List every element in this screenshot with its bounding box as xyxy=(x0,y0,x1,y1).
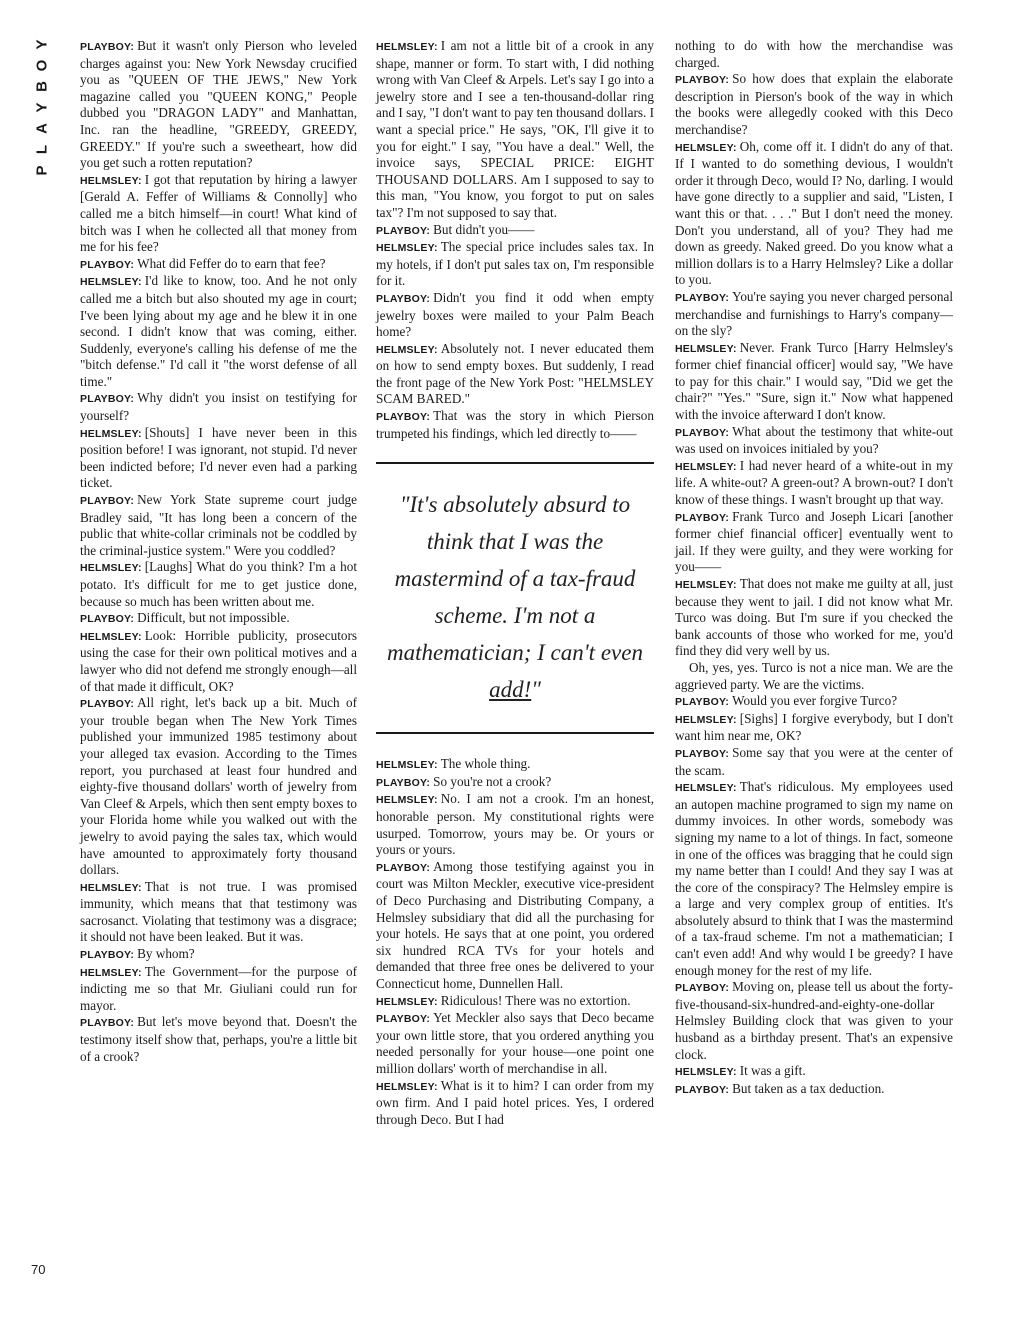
interview-paragraph xyxy=(80,695,357,879)
speaker-label: PLAYBOY: xyxy=(80,41,135,53)
interview-paragraph xyxy=(80,390,357,424)
paragraph-text: So you're not a crook? xyxy=(433,773,552,789)
speaker-label: HELMSLEY: xyxy=(675,713,737,726)
interview-paragraph xyxy=(376,859,654,993)
magazine-label-letter: A xyxy=(33,123,51,134)
paragraph-text: That does not make me guilty at all, just because they went to jail. I did not know what Mr. Turco was doing. But I'm sure if you checked the bank accounts of those who worked for me, you'd find they did very well by us. xyxy=(675,576,953,659)
paragraph-text: All right, let's back up a bit. Much of your trouble began when The New York Times published your immunized 1985 testimony about your alleged tax evasion. According to the Times report, you purchased at least four hundred and eighty-five thousand dollars' worth of jewelry from Van Cleef & Arpels, which then sent empty boxes to your Florida home while you walked out with the jewelry to avoid paying the sales tax, which would have amounted to approximately forty thousand dollars. xyxy=(80,695,357,878)
interview-paragraph xyxy=(80,559,357,610)
interview-paragraph xyxy=(675,693,953,711)
paragraph-text: What is it to him? I can order from my own firm. And I paid hotel prices. Yes, I ordered through Deco. But I had xyxy=(376,1077,654,1127)
interview-paragraph xyxy=(675,340,953,424)
speaker-label: HELMSLEY: xyxy=(80,174,142,187)
speaker-label: PLAYBOY: xyxy=(376,292,431,305)
paragraph-text: Why didn't you insist on testifying for yourself? xyxy=(80,390,357,424)
interview-paragraph xyxy=(80,610,357,628)
column-2-bottom xyxy=(376,756,654,1128)
interview-paragraph xyxy=(376,993,654,1011)
interview-paragraph xyxy=(80,964,357,1015)
speaker-label: PLAYBOY: xyxy=(80,495,135,508)
paragraph-text: nothing to do with how the merchandise was charged. xyxy=(675,38,953,70)
paragraph-text: But let's move beyond that. Doesn't the testimony itself show that, perhaps, you're a little bit of a crook? xyxy=(80,1014,357,1064)
paragraph-text: That's ridiculous. My employees used an autopen machine programed to sign my name on dummy invoices. In other words, somebody was signing my name to a lot of things. In fact, someone in one of the offices was bragging that he could sign my name better than I could! And they say I was at the core of the conspiracy? The Helmsley empire is a large and very complex group of entities. It's absolutely absurd to think that I was the mastermind of a tax-fraud scheme. I'm not a mathematician; I can't even add! And why would I be greedy? I have enough money for the rest of my life. xyxy=(675,779,953,978)
interview-paragraph xyxy=(376,38,654,222)
paragraph-text: What did Feffer do to earn that fee? xyxy=(137,255,326,271)
speaker-label: HELMSLEY: xyxy=(376,794,438,807)
speaker-label: PLAYBOY: xyxy=(675,426,730,439)
paragraph-text: Never. Frank Turco [Harry Helmsley's former chief financial officer] would say, "We have to pay for this chair." I would say, "Did we get the chair?" "Yes." "Sure, sign it." Now what happened with the invoice afterward I don't know. xyxy=(675,339,953,423)
interview-paragraph xyxy=(80,172,357,256)
interview-paragraph xyxy=(675,509,953,576)
magazine-label-letter: L xyxy=(33,144,51,155)
speaker-label: HELMSLEY: xyxy=(80,966,142,979)
paragraph-text: Would you ever forgive Turco? xyxy=(732,693,898,709)
speaker-label: PLAYBOY: xyxy=(675,1083,730,1096)
interview-paragraph xyxy=(376,791,654,858)
speaker-label: HELMSLEY: xyxy=(80,881,142,894)
column-2 xyxy=(376,38,654,1128)
paragraph-text: But didn't you—— xyxy=(433,221,535,237)
interview-paragraph xyxy=(675,289,953,340)
paragraph-text: By whom? xyxy=(137,946,195,962)
column-1 xyxy=(80,38,357,1065)
magazine-label-letter: O xyxy=(33,59,51,72)
speaker-label: HELMSLEY: xyxy=(376,759,438,772)
speaker-label: PLAYBOY: xyxy=(376,1013,431,1026)
pull-quote-close: " xyxy=(531,677,541,703)
paragraph-text: I had never heard of a white-out in my life. A white-out? A green-out? A brown-out? I don't know of these things. I wasn't brought up that way. xyxy=(675,457,953,508)
speaker-label: HELMSLEY: xyxy=(376,1080,438,1093)
speaker-label: PLAYBOY: xyxy=(376,411,431,424)
interview-paragraph xyxy=(80,256,357,274)
paragraph-text: [Shouts] I have never been in this position before! I was ignorant, not stupid. I'd never been indicted before; I'd never even had a parking ticket. xyxy=(80,424,357,491)
speaker-label: HELMSLEY: xyxy=(80,630,142,643)
interview-paragraph xyxy=(80,879,357,946)
paragraph-text: I got that reputation by hiring a lawyer [Gerald A. Feffer of Williams & Connolly] who called me a bitch himself—in court! What kind of bitch was I when he collected all that money from me for his fee? xyxy=(80,171,357,255)
paragraph-text: I'd like to know, too. And he not only called me a bitch but also shouted my age in court; I've been lying about my age and he blew it in one second. I didn't know that was coming, either. Suddenly, everyone's calling his defense of me the "bitch defense." I'd call it "the worst defense of all time." xyxy=(80,273,357,389)
paragraph-text: Absolutely not. I never educated them on how to send empty boxes. But suddenly, I read the front page of the New York Post: "HELMSLEY SCAM BARED." xyxy=(376,340,654,407)
interview-paragraph xyxy=(376,756,654,774)
speaker-label: HELMSLEY: xyxy=(675,342,737,355)
interview-paragraph xyxy=(376,222,654,240)
interview-paragraph xyxy=(80,946,357,964)
interview-paragraph xyxy=(675,745,953,779)
speaker-label: HELMSLEY: xyxy=(675,782,737,795)
interview-paragraph xyxy=(675,779,953,979)
interview-paragraph xyxy=(80,425,357,492)
interview-paragraph xyxy=(376,1010,654,1077)
interview-paragraph xyxy=(376,239,654,290)
speaker-label: HELMSLEY: xyxy=(376,995,438,1008)
paragraph-text: You're saying you never charged personal merchandise and furnishings to Harry's company—on the sly? xyxy=(675,288,953,339)
paragraph-text: Difficult, but not impossible. xyxy=(137,610,290,626)
interview-paragraph xyxy=(675,576,953,660)
paragraph-text: Frank Turco and Joseph Licari [another former chief financial officer] eventually went to jail. If they were guilty, and they were working for you—— xyxy=(675,508,953,575)
paragraph-text: The special price includes sales tax. In my hotels, if I don't put sales tax on, I'm responsible for it. xyxy=(376,239,654,289)
pull-quote-text: "It's absolutely absurd to think that I was the mastermind of a tax-fraud scheme. I'm not a mathematician; I can't even xyxy=(387,492,643,666)
interview-paragraph xyxy=(675,424,953,458)
magazine-label-letter: Y xyxy=(33,39,51,50)
interview-paragraph xyxy=(376,408,654,442)
paragraph-text: Moving on, please tell us about the forty-five-thousand-six-hundred-and-eighty-one-dollar Helmsley Building clock that was given to your husband as a birthday present. That's an expensive clock. xyxy=(675,979,953,1062)
speaker-label: PLAYBOY: xyxy=(80,949,135,962)
paragraph-text: Oh, yes, yes. Turco is not a nice man. We are the aggrieved party. We are the victims. xyxy=(675,659,953,692)
paragraph-text: Some say that you were at the center of the scam. xyxy=(675,744,953,778)
paragraph-text: That is not true. I was promised immunity, which means that that testimony was sacrosanct. Violating that testimony was a disgrace; it should not have been leaked. But it was. xyxy=(80,878,357,945)
speaker-label: PLAYBOY: xyxy=(376,776,431,789)
paragraph-text: New York State supreme court judge Bradley said, "It has long been a concern of the public that white-collar criminals not be coddled by the criminal-justice system." Were you coddled? xyxy=(80,492,357,558)
interview-paragraph xyxy=(675,139,953,289)
interview-paragraph xyxy=(80,492,357,559)
paragraph-text: That was the story in which Pierson trumpeted his findings, which led directly to—— xyxy=(376,408,654,441)
paragraph-text: Yet Meckler also says that Deco became your own little store, that you ordered anything you needed personally for your house—one point one million dollars' worth of merchandise in all. xyxy=(376,1010,654,1076)
magazine-label-letter: B xyxy=(33,81,51,92)
speaker-label: HELMSLEY: xyxy=(675,141,737,154)
speaker-label: PLAYBOY: xyxy=(80,393,135,406)
speaker-label: PLAYBOY: xyxy=(376,224,431,237)
speaker-label: PLAYBOY: xyxy=(675,74,730,87)
interview-paragraph xyxy=(675,660,953,693)
paragraph-text: Look: Horrible publicity, prosecutors using the case for their own political motives and a lawyer who did not defend me strongly enough—all of that made it difficult, OK? xyxy=(80,627,357,694)
speaker-label: HELMSLEY: xyxy=(675,1066,737,1079)
speaker-label: PLAYBOY: xyxy=(675,982,730,995)
paragraph-text: Among those testifying against you in court was Milton Meckler, executive vice-president of Deco Purchasing and Distributing Company, a Helmsley subsidiary that did all the purchasing for your hotels. He says that at one point, you ordered six hundred RCA TVs for your hotels and demanded that three free ones be delivered to your Connecticut home, Dunnellen Hall. xyxy=(376,858,654,991)
speaker-label: PLAYBOY: xyxy=(80,698,135,711)
pull-quote xyxy=(376,462,654,734)
paragraph-text: But it wasn't only Pierson who leveled charges against you: New York Newsday crucified you as "QUEEN OF THE JEWS," New York magazine called you "QUEEN KONG," People dubbed you "DRAGON LADY" and Manhattan, Inc. ran the headline, "GREEDY, GREEDY, GREEDY." If you're such a sweetheart, how did you get such a rotten reputation? xyxy=(80,38,357,171)
interview-paragraph xyxy=(675,1063,953,1081)
speaker-label: HELMSLEY: xyxy=(376,41,438,53)
interview-paragraph xyxy=(376,341,654,408)
interview-paragraph xyxy=(376,1078,654,1129)
paragraph-text: It was a gift. xyxy=(739,1063,806,1079)
column-3 xyxy=(675,38,953,1098)
interview-paragraph xyxy=(80,628,357,695)
magazine-label-letter: Y xyxy=(33,102,51,113)
speaker-label: PLAYBOY: xyxy=(80,613,135,626)
interview-paragraph xyxy=(675,458,953,509)
speaker-label: HELMSLEY: xyxy=(675,579,737,591)
magazine-label-letter: P xyxy=(33,165,51,176)
paragraph-text: What about the testimony that white-out was used on invoices initialed by you? xyxy=(675,423,953,457)
paragraph-text: Oh, come off it. I didn't do any of that. If I wanted to do something devious, I wouldn't order it through Deco, would I? No, darling. I would have gone directly to a supplier and said, "Listen, I want this or that. . . ." But I don't need the money. Don't you understand, all of you? They had me down as greedy. Naked greed. Do you know what a million dollars is to a Harry Helmsley? Like a dollar to you. xyxy=(675,138,953,288)
speaker-label: PLAYBOY: xyxy=(376,861,431,874)
interview-paragraph xyxy=(675,979,953,1063)
magazine-vertical-label xyxy=(30,34,54,181)
speaker-label: PLAYBOY: xyxy=(80,258,135,271)
speaker-label: PLAYBOY: xyxy=(675,511,730,524)
paragraph-text: But taken as a tax deduction. xyxy=(732,1080,885,1096)
speaker-label: PLAYBOY: xyxy=(675,747,730,760)
speaker-label: PLAYBOY: xyxy=(675,291,730,304)
interview-paragraph xyxy=(376,774,654,792)
paragraph-text: No. I am not a crook. I'm an honest, honorable person. My constitutional rights were usurped. Tomorrow, yours may be. Or yours or yours or yours. xyxy=(376,791,654,858)
speaker-label: PLAYBOY: xyxy=(675,696,730,709)
paragraph-text: I am not a little bit of a crook in any shape, manner or form. To start with, I did nothing wrong with Van Cleef & Arpels. Let's say I go into a jewelry store and I see a ten-thousand-dollar ring and I say, "I don't want to pay ten thousand dollars. I want a special price." He says, "OK, I'll give it to you for eight." I say, "You have a deal." Well, the invoice says, SPECIAL PRICE: EIGHT THOUSAND DOLLARS. Am I supposed to say to this man, "You know, you forgot to put on sales tax"? I'm not supposed to say that. xyxy=(376,38,654,220)
page-number: 70 xyxy=(31,1262,46,1277)
paragraph-text: [Sighs] I forgive everybody, but I don't want him near me, OK? xyxy=(675,710,953,744)
interview-paragraph xyxy=(675,71,953,138)
interview-paragraph xyxy=(80,38,357,172)
speaker-label: HELMSLEY: xyxy=(376,343,438,356)
speaker-label: HELMSLEY: xyxy=(80,427,142,440)
paragraph-text: The whole thing. xyxy=(440,756,531,772)
paragraph-text: So how does that explain the elaborate description in Pierson's book of the way in which the books were allegedly cooked with this Deco merchandise? xyxy=(675,71,953,137)
column-2-top xyxy=(376,38,654,442)
speaker-label: PLAYBOY: xyxy=(80,1017,135,1030)
interview-paragraph xyxy=(675,38,953,71)
interview-paragraph xyxy=(80,1014,357,1065)
paragraph-text: Didn't you find it odd when empty jewelry boxes were mailed to your Palm Beach home? xyxy=(376,289,654,340)
speaker-label: HELMSLEY: xyxy=(675,460,737,473)
interview-paragraph xyxy=(80,273,357,390)
speaker-label: HELMSLEY: xyxy=(80,562,142,575)
interview-paragraph xyxy=(675,711,953,745)
pull-quote-underlined: add! xyxy=(489,677,532,703)
speaker-label: HELMSLEY: xyxy=(80,276,142,289)
paragraph-text: [Laughs] What do you think? I'm a hot potato. It's difficult for me to get justice done, because so much has been written about me. xyxy=(80,559,357,609)
interview-paragraph xyxy=(376,290,654,341)
speaker-label: HELMSLEY: xyxy=(376,242,438,255)
interview-paragraph xyxy=(675,1081,953,1099)
paragraph-text: Ridiculous! There was no extortion. xyxy=(440,992,631,1008)
paragraph-text: The Government—for the purpose of indicting me so that Mr. Giuliani could run for mayor. xyxy=(80,963,357,1013)
